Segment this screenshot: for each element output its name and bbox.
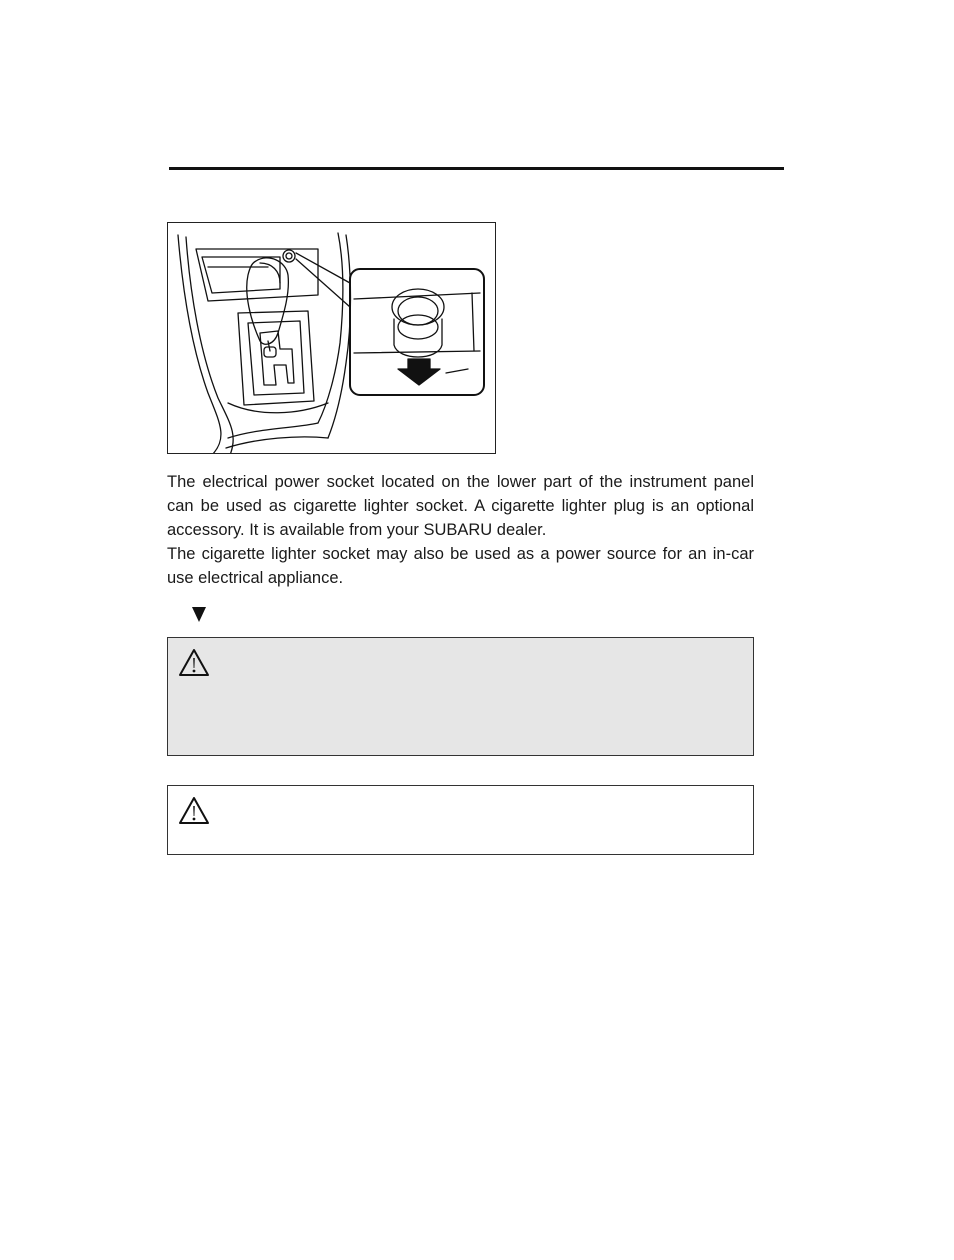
header-rule [169,167,784,170]
notice-box [167,785,754,855]
body-text [167,470,754,590]
power-socket-illustration [167,222,496,454]
down-triangle-icon [190,605,208,625]
warning-triangle-icon [178,648,210,677]
warning-triangle-icon [178,796,210,825]
paragraph-2: The cigarette lighter socket may also be used as a power source for an in-car use electrical appliance. [167,545,754,587]
caution-box [167,637,754,756]
paragraph-1: The electrical power socket located on the lower part of the instrument panel can be used as cigarette lighter socket. A cigarette lighter plug is an optional accessory. It is available from your SUBARU dealer. [167,473,754,539]
